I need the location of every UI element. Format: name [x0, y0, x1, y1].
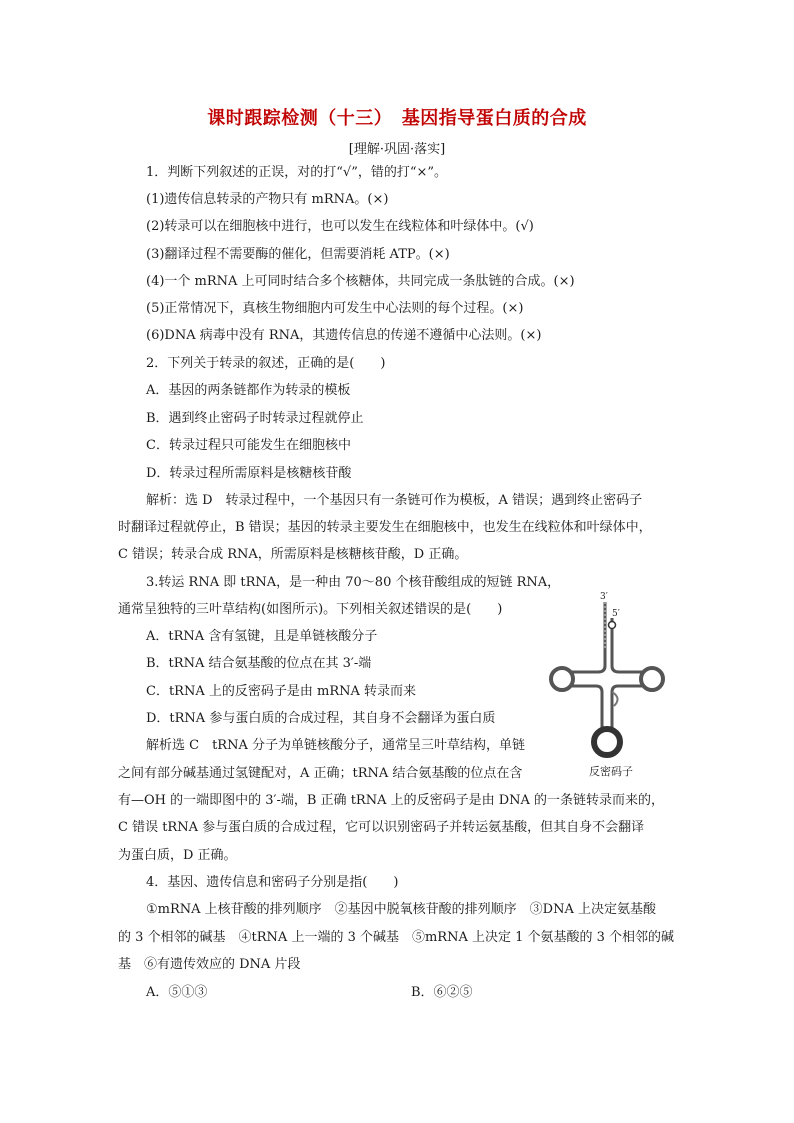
- q3-option: D．tRNA 参与蛋白质的合成过程，其自身不会翻译为蛋白质: [146, 711, 496, 726]
- q3-analysis: 有—OH 的一端即图中的 3′-端，B 正确 tRNA 上的反密码子是由 DNA 的一条链转录而来的，: [118, 793, 665, 808]
- q3-analysis: 为蛋白质，D 正确。: [118, 848, 237, 863]
- q2-option: B．遇到终止密码子时转录过程就停止: [146, 411, 364, 426]
- q3-analysis: 解析选 C tRNA 分子为单链核酸分子，通常呈三叶草结构，单链: [146, 738, 525, 753]
- q2-analysis: C 错误；转录合成 RNA，所需原料是核糖核苷酸，D 正确。: [118, 547, 468, 562]
- q3-stem: 通常呈独特的三叶草结构(如图所示)。下列相关叙述错误的是( ): [118, 602, 503, 617]
- q4-option: B．⑥②⑤: [411, 985, 473, 1000]
- q4-body: ①mRNA 上核苷酸的排列顺序 ②基因中脱氧核苷酸的排列顺序 ③DNA 上决定氨基酸: [146, 902, 656, 917]
- q1-item: (2)转录可以在细胞核中进行，也可以发生在线粒体和叶绿体中。(√): [146, 219, 534, 234]
- t-loop: [641, 668, 663, 690]
- q1-item: (3)翻译过程不需要酶的催化，但需要消耗 ATP。(×): [146, 247, 450, 262]
- anticodon-loop: [594, 729, 620, 755]
- section-subtitle: [理解·巩固·落实]: [348, 142, 446, 157]
- q3-option: A．tRNA 含有氢键，且是单链核酸分子: [146, 629, 378, 644]
- trna-cloverleaf-figure: [548, 588, 668, 780]
- q3-option: B．tRNA 结合氨基酸的位点在其 3′-端: [146, 656, 372, 671]
- q2-stem: 2．下列关于转录的叙述，正确的是( ): [146, 356, 386, 371]
- q3-analysis: 之间有部分碱基通过氢键配对，A 正确；tRNA 结合氨基酸的位点在含: [118, 766, 523, 781]
- q1-item: (5)正常情况下，真核生物细胞内可发生中心法则的每个过程。(×): [146, 301, 524, 316]
- page-title: 课时跟踪检测（十三） 基因指导蛋白质的合成: [207, 108, 587, 129]
- q2-option: D．转录过程所需原料是核糖核苷酸: [146, 466, 352, 481]
- q4-option: A．⑤①③: [146, 985, 208, 1000]
- central-junction-lower: [578, 686, 636, 718]
- q1-stem: 1．判断下列叙述的正误，对的打“√”，错的打“×”。: [146, 165, 448, 180]
- q4-body: 基 ⑥有遗传效应的 DNA 片段: [118, 957, 301, 972]
- central-junction: [578, 650, 636, 672]
- q3-stem: 3.转运 RNA 即 tRNA，是一种由 70～80 个核苷酸组成的短链 RNA，: [146, 575, 561, 590]
- label-3prime: 3′: [600, 592, 608, 602]
- q3-option: C．tRNA 上的反密码子是由 mRNA 转录而来: [146, 684, 416, 699]
- q2-option: A．基因的两条链都作为转录的模板: [146, 383, 351, 398]
- label-5prime: 5′: [612, 609, 620, 619]
- q2-option: C．转录过程只可能发生在细胞核中: [146, 438, 351, 453]
- d-loop: [551, 668, 573, 690]
- q1-item: (1)遗传信息转录的产物只有 mRNA。(×): [146, 192, 389, 207]
- q1-item: (4)一个 mRNA 上可同时结合多个核糖体，共同完成一条肽链的合成。(×): [146, 274, 575, 289]
- q3-analysis: C 错误 tRNA 参与蛋白质的合成过程，它可以识别密码子并转运氨基酸，但其自身不会翻译: [118, 820, 645, 835]
- figure-caption-anticodon: 反密码子: [589, 765, 633, 778]
- q4-stem: 4．基因、遗传信息和密码子分别是指( ): [146, 875, 399, 890]
- q2-analysis: 解析：选 D 转录过程中，一个基因只有一条链可作为模板，A 错误；遇到终止密码子: [146, 493, 643, 508]
- q4-body: 的 3 个相邻的碱基 ④tRNA 上一端的 3 个碱基 ⑤mRNA 上决定 1 个氨基酸的 3 个相邻的碱: [118, 930, 675, 945]
- terminal-nucleotide-5prime: [609, 622, 616, 629]
- q2-analysis: 时翻译过程就停止，B 错误；基因的转录主要发生在细胞核中，也发生在线粒体和叶绿体中，: [118, 520, 652, 535]
- q1-item: (6)DNA 病毒中没有 RNA，其遗传信息的传递不遵循中心法则。(×): [146, 328, 542, 343]
